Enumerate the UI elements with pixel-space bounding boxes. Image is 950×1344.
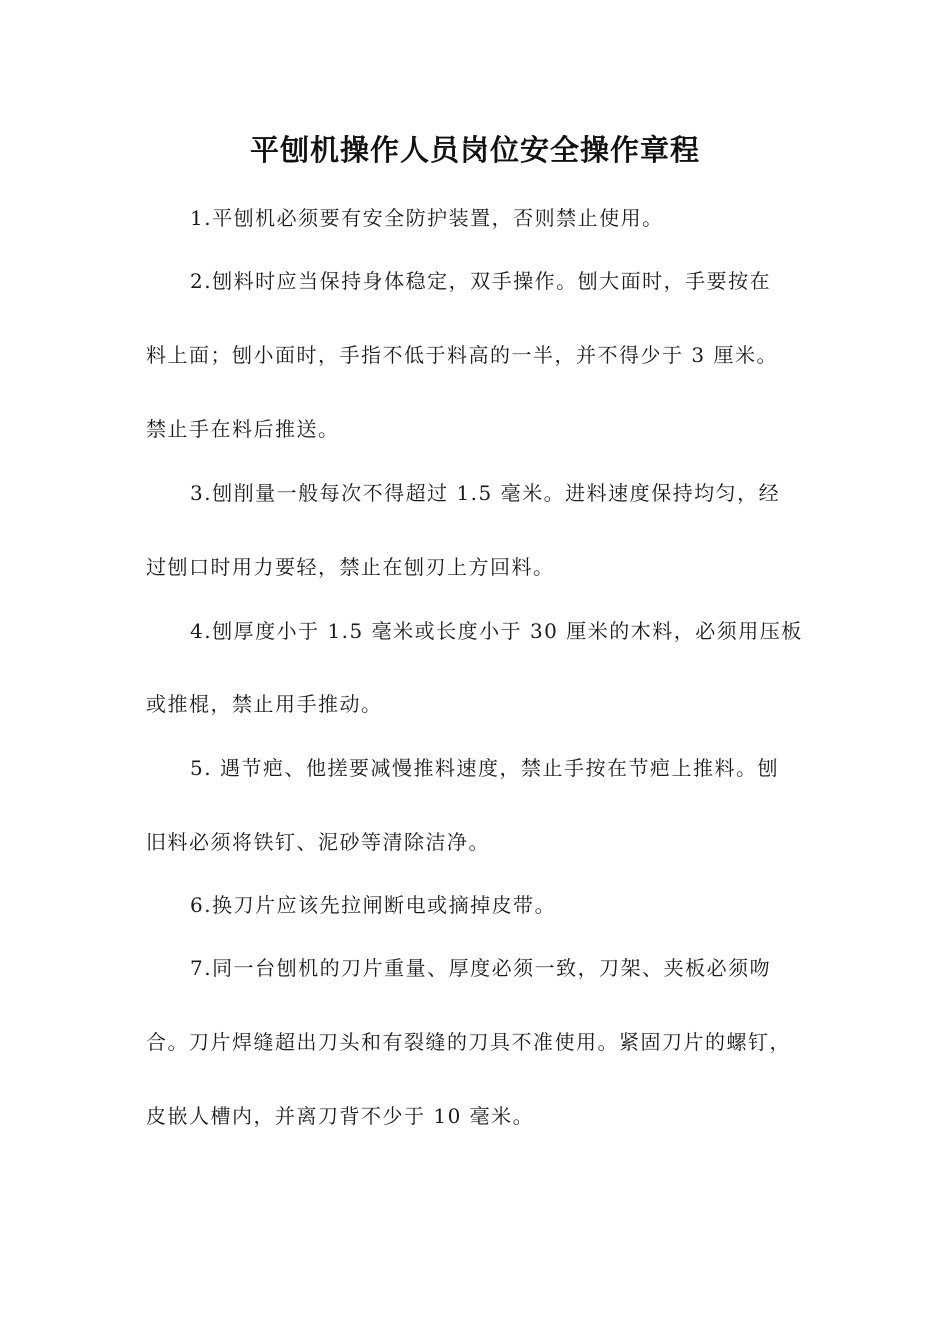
rule-5-line-1: 5. 遇节疤、他搓要减慢推料速度，禁止手按在节疤上推料。刨 <box>190 756 779 780</box>
rule-2-line-1: 2.刨料时应当保持身体稳定，双手操作。刨大面时，手要按在 <box>190 269 772 293</box>
rule-7-line-2: 合。刀片焊缝超出刀头和有裂缝的刀具不准使用。紧固刀片的螺钉， <box>146 1030 791 1054</box>
rule-4-line-2: 或推棍，禁止用手推动。 <box>146 692 383 716</box>
rule-5-line-2: 旧料必须将铁钉、泥砂等清除洁净。 <box>146 830 490 854</box>
rule-7-line-1: 7.同一台刨机的刀片重量、厚度必须一致，刀架、夹板必须吻 <box>190 956 772 980</box>
rule-3-line-2: 过刨口时用力要轻，禁止在刨刃上方回料。 <box>146 555 555 579</box>
rule-1-line-1: 1.平刨机必须要有安全防护装置，否则禁止使用。 <box>190 206 664 230</box>
rule-4-line-1: 4.刨厚度小于 1.5 毫米或长度小于 30 厘米的木料，必须用压板 <box>190 619 803 643</box>
document-title: 平刨机操作人员岗位安全操作章程 <box>249 133 700 167</box>
rule-2-line-3: 禁止手在料后推送。 <box>146 417 340 441</box>
rule-3-line-1: 3.刨削量一般每次不得超过 1.5 毫米。进料速度保持均匀，经 <box>190 481 781 505</box>
rule-7-line-3: 皮嵌人槽内，并离刀背不少于 10 毫米。 <box>146 1104 535 1128</box>
rule-2-line-2: 料上面；刨小面时，手指不低于料高的一半，并不得少于 3 厘米。 <box>146 343 778 367</box>
rule-6-line-1: 6.换刀片应该先拉闸断电或摘掉皮带。 <box>190 893 557 917</box>
